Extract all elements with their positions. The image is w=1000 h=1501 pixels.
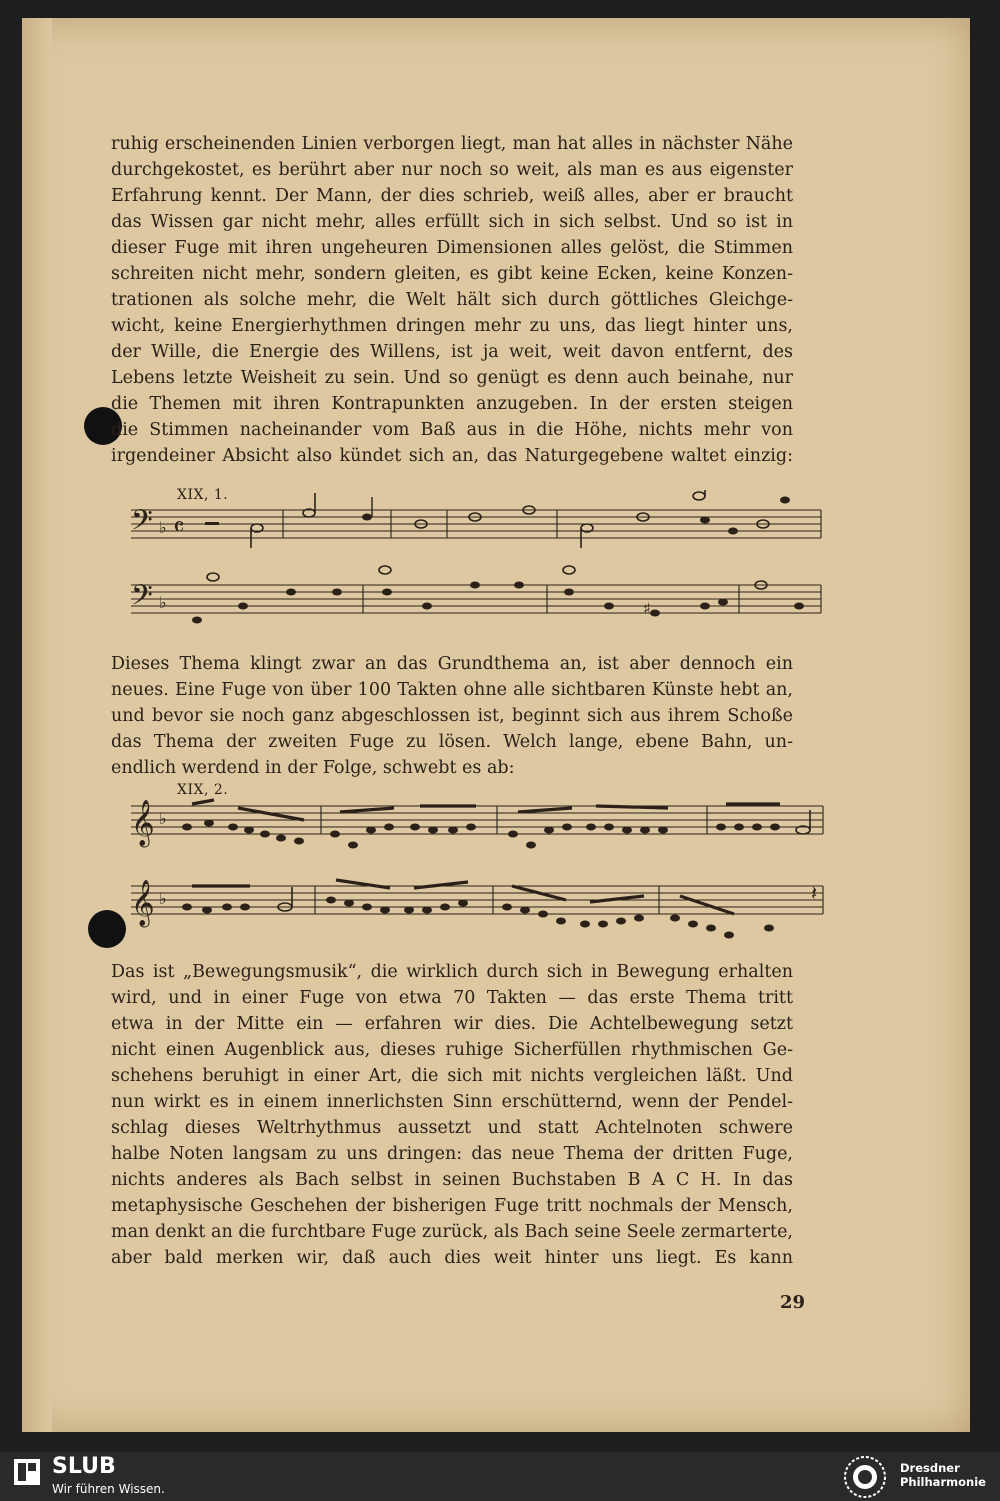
slub-logo-icon[interactable]	[14, 1459, 40, 1485]
text-line: nichts anderes als Bach selbst in seinen Buchstaben B A C H. In das	[111, 1170, 793, 1190]
music-example-1	[109, 490, 825, 640]
text-line: aber bald merken wir, daß auch dies weit hinter uns liegt. Es kann	[111, 1248, 793, 1268]
svg-text:♭: ♭	[159, 809, 167, 828]
text-line: schehens beruhigt in einer Art, die sich mit nichts vergleichen läßt. Und	[111, 1066, 793, 1086]
text-line: Das ist „Bewegungsmusik“, die wirklich durch sich in Bewegung erhalten	[111, 962, 793, 982]
svg-text:𝄴: 𝄴	[173, 513, 185, 543]
svg-text:♭: ♭	[159, 593, 167, 612]
text-line: dieser Fuge mit ihren ungeheuren Dimensionen alles gelöst, die Stimmen	[111, 238, 793, 258]
philharmonie-name-line1: Dresdner	[900, 1461, 960, 1475]
example-1-label: XIX, 1.	[177, 487, 229, 503]
svg-text:♭: ♭	[159, 518, 167, 537]
music-example-2	[109, 790, 825, 950]
example-2-label: XIX, 2.	[177, 782, 229, 798]
svg-text:𝄞: 𝄞	[131, 800, 155, 846]
philharmonie-name-line2: Philharmonie	[900, 1475, 986, 1489]
page-spine	[22, 18, 52, 1432]
text-line: metaphysische Geschehen der bisherigen Fuge tritt nochmals der Mensch,	[111, 1196, 793, 1216]
paragraph-2	[111, 651, 793, 781]
text-line: nicht einen Augenblick aus, dieses ruhige Sicherfüllen rhythmischen Ge-	[111, 1040, 793, 1060]
text-line: die Stimmen nacheinander vom Baß aus in die Höhe, nichts mehr von	[111, 420, 793, 440]
paragraph-3	[111, 959, 793, 1271]
text-line: endlich werdend in der Folge, schwebt es ab:	[111, 758, 515, 778]
text-line: irgendeiner Absicht also kündet sich an, das Naturgegebene waltet einzig:	[111, 446, 793, 466]
philharmonie-name[interactable]	[900, 1461, 986, 1489]
text-line: halbe Noten langsam zu uns dringen: das neue Thema der dritten Fuge,	[111, 1144, 793, 1164]
text-line: neues. Eine Fuge von über 100 Takten ohne alle sichtbaren Künste hebt an,	[111, 680, 793, 700]
slub-tagline: Wir führen Wissen.	[52, 1482, 165, 1496]
slub-name[interactable]: SLUB	[52, 1454, 116, 1479]
svg-text:𝄞: 𝄞	[131, 880, 155, 926]
text-line: nun wirkt es in einem innerlichsten Sinn erschütternd, wenn der Pendel-	[111, 1092, 793, 1112]
text-line: schreiten nicht mehr, sondern gleiten, es gibt keine Ecken, keine Konzen-	[111, 264, 793, 284]
text-line: wicht, keine Energierhythmen dringen mehr zu uns, das liegt hinter uns,	[111, 316, 793, 336]
text-line: etwa in der Mitte ein — erfahren wir dies. Die Achtelbewegung setzt	[111, 1014, 793, 1034]
text-line: trationen als solche mehr, die Welt hält sich durch göttliches Gleichge-	[111, 290, 793, 310]
page-number: 29	[780, 1292, 806, 1313]
philharmonie-logo-icon[interactable]	[843, 1455, 887, 1499]
text-line: durchgekostet, es berührt aber nur noch so weit, als man es aus eigenster	[111, 160, 793, 180]
text-line: man denkt an die furchtbare Fuge zurück, als Bach seine Seele zermarterte,	[111, 1222, 793, 1242]
text-line: Erfahrung kennt. Der Mann, der dies schrieb, weiß alles, aber er braucht	[111, 186, 793, 206]
svg-text:𝄽: 𝄽	[811, 881, 818, 905]
svg-text:𝄢: 𝄢	[131, 579, 153, 619]
svg-text:𝄢: 𝄢	[131, 504, 153, 544]
text-line: das Thema der zweiten Fuge zu lösen. Welch lange, ebene Bahn, un-	[111, 732, 793, 752]
svg-text:♭: ♭	[159, 889, 167, 908]
text-line: schlag dieses Weltrhythmus aussetzt und statt Achtelnoten schwere	[111, 1118, 793, 1138]
text-line: die Themen mit ihren Kontrapunkten anzugeben. In der ersten steigen	[111, 394, 793, 414]
viewer-footer	[0, 1452, 1000, 1501]
text-line: und bevor sie noch ganz abgeschlossen ist, beginnt sich aus ihrem Schoße	[111, 706, 793, 726]
text-line: das Wissen gar nicht mehr, alles erfüllt sich in sich selbst. Und so ist in	[111, 212, 793, 232]
text-line: Lebens letzte Weisheit zu sein. Und so genügt es denn auch beinahe, nur	[111, 368, 793, 388]
text-line: Dieses Thema klingt zwar an das Grundthema an, ist aber dennoch ein	[111, 654, 793, 674]
text-line: ruhig erscheinenden Linien verborgen liegt, man hat alles in nächster Nähe	[111, 134, 793, 154]
text-line: der Wille, die Energie des Willens, ist ja weit, weit davon entfernt, des	[111, 342, 793, 362]
svg-text:♯: ♯	[643, 599, 651, 618]
text-line: wird, und in einer Fuge von etwa 70 Takten — das erste Thema tritt	[111, 988, 793, 1008]
paragraph-1	[111, 131, 793, 469]
